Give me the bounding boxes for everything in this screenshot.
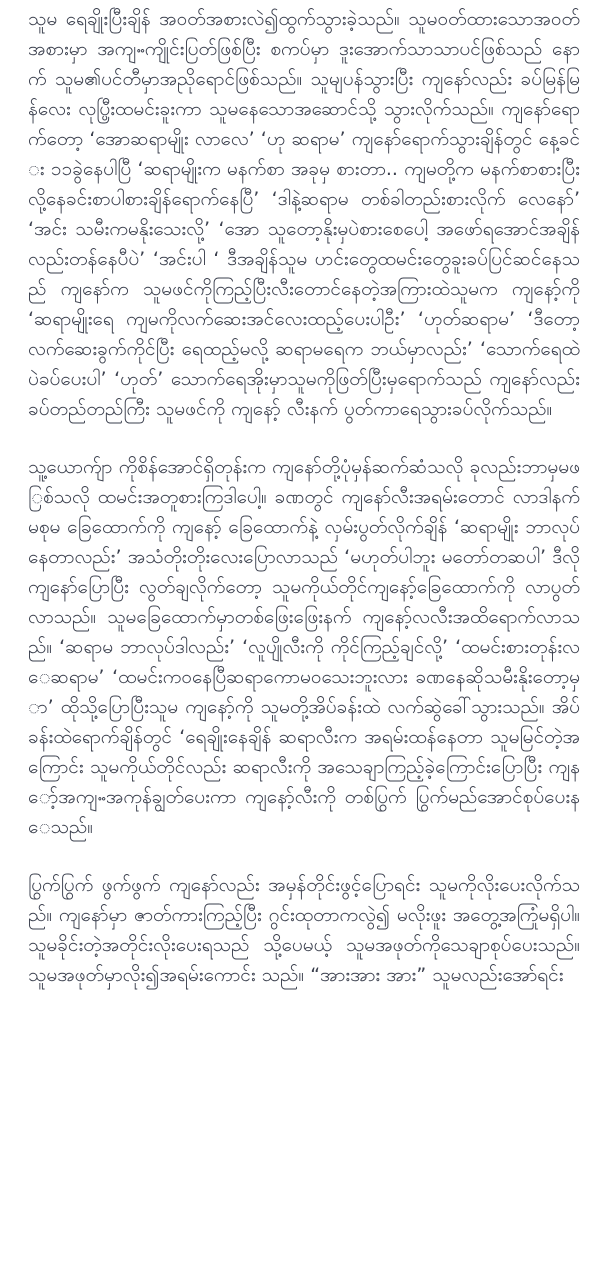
- paragraph: သူမ ရေချိုးပြီးချိန် အဝတ်အစားလဲ၍ထွက်သွားခဲ့သည်။ သူမဝတ်ထားသောအဝတ်အစားမှာ အကျႌကျိုင်းပြတ်ဖြစ်ပြီး စကပ်မှာ ဒူးအောက်သာသာပင်ဖြစ်သည် နောက် သူမ၏ပင်တီမှာအညိုရောင်ဖြစ်သည်။ သူမျပန်သွားပြီး ကျနော်လည်း ခပ်မြန်မြန်လေး လုပ္ပြီးထမင်းခူးကာ သူမနေသောအဆောင်သို့ သွားလိုက်သည်။ ကျနော်ရောက်တော့ ‘အောဆရာမျိုး လာလေ’ ‘ဟု ဆရာမ’ ကျနော်ရောက်သွားချိန်တွင် နေ့ခင်း ၁၁ခွဲနေပါပြီ ‘ဆရာမျိုးက မနက်စာ အခုမှ စားတာ.. ကျမတို့က မနက်စာစားပြီးလို့နေခင်းစာပါစားချိန်ရောက်နေပြီ’ ‘ဒါနဲ့ဆရာမ တစ်ခါတည်းစားလိုက် လေနော်’ ‘အင်း သမီးကမနိုးသေးလို့’ ‘အော သူတော့နိုးမှပဲစားစေပေါ့ အဖော်ရအောင်အချိန်လည်းတန်နေပီပဲ’ ‘အင်းပါ ‘ ဒီအချိန်သူမ ဟင်းတွေထမင်းတွေခူးခပ်ပြင်ဆင်နေသည် ကျနော်က သူမဖင်ကိုကြည့်ပြီးလီးတောင်နေတဲ့အကြားထဲသူမက ကျနော့်ကို ‘ဆရာမျိုးရေ ကျမကိုလက်ဆေးအင်လေးထည့်ပေးပါဦး’ ‘ဟုတ်ဆရာမ’ ‘ဒီတော့ လက်ဆေးခွက်ကိုင်ပြီး ရေထည့်မလို့ ဆရာမရေက ဘယ်မှာလည်း’ ‘သောက်ရေထဲပဲခပ်ပေးပါ’ ‘ဟုတ်’ သောက်ရေအိုးမှာသူမကိုဖြတ်ပြီးမှရောက်သည် ကျနော်လည်းခပ်တည်တည်ကြီး သူမဖင်ကို ကျနော့် လီးနက် ပွတ်ကာရေသွားခပ်လိုက်သည်။: [28, 8, 580, 420]
- paragraph: သူ့ယောက်ျာ ကိုစိန်အောင်ရှိတုန်းက ကျနော်တို့ပုံမှန်ဆက်ဆံသလို ခုလည်းဘာမှမဖြစ်သလို ထမင်းအတူစားကြဒါပေါ့။ ခဏတွင် ကျနော်လီးအရမ်းတောင် လာဒါနက် မစုမ ခြေထောက်ကို ကျနော့် ခြေထောက်နဲ့ လှမ်းပွတ်လိုက်ချိန် ‘ဆရာမျိုး ဘာလုပ်နေတာလည်း’ အသံတိုးတိုးလေးပြောလာသည် ‘မဟုတ်ပါဘူး မတော်တဆပါ’ ဒီလိုကျနော်ပြောပြီး လွတ်ချလိုက်တော့ သူမကိုယ်တိုင်ကျနော့်ခြေထောက်ကို လာပွတ်လာသည်။ သူမခြေထောက်မှာတစ်ဖြေးဖြေးနက် ကျနော့်လလီးအထိရောက်လာသည်။ ‘ဆရာမ ဘာလုပ်ဒါလည်း’ ‘လူပျိုလီးကို ကိုင်ကြည့်ချင်လို့’ ‘ထမင်းစားတုန်းလေဆရာမ’ ‘ထမင်းကဝနေပြီဆရာကောမဝသေးဘူးလား ခဏနေဆိုသမီးနိုးတော့မှာ’ ထိုသို့ပြောပြီးသူမ ကျနော့်ကို သူမတို့အိပ်ခန်းထဲ လက်ဆွဲခေါ်သွားသည်။ အိပ်ခန်းထဲရောက်ချိန်တွင် ‘ရေချိုးနေချိန် ဆရာလီးက အရမ်းထန်နေတာ သူမမြင်တဲ့အကြောင်း သူမကိုယ်တိုင်လည်း ဆရာလီးကို အသေချာကြည့်ခဲ့ကြောင်းပြောပြီး ကျနော့်အကျႌအကုန်ချွတ်ပေးကာ ကျနော့်လီးကို တစ်ပြွက် ပြွက်မည်အောင်စုပ်ပေးနေသည်။: [28, 456, 580, 838]
- paragraph: ပြွက်ပြွက် ဖွက်ဖွက် ကျနော်လည်း အမှန်တိုင်းဖွင့်ပြောရင်း သူမကိုလိုးပေးလိုက်သည်။ ကျနော်မှာ ဇာတ်ကားကြည့်ပြီး ဂွင်းထုတာကလွဲ၍ မလိုးဖူး အတွေ့အကြုံမရှိပါ။ သူမခိုင်းတဲ့အတိုင်းလိုးပေးရသည် သို့ပေမယ့် သူမအဖုတ်ကိုသေချာစုပ်ပေးသည်။ သူမအဖုတ်မှာလိုး၍အရမ်းကောင်း သည်။ “အားအား အား” သူမလည်းအော်ရင်း: [28, 874, 580, 986]
